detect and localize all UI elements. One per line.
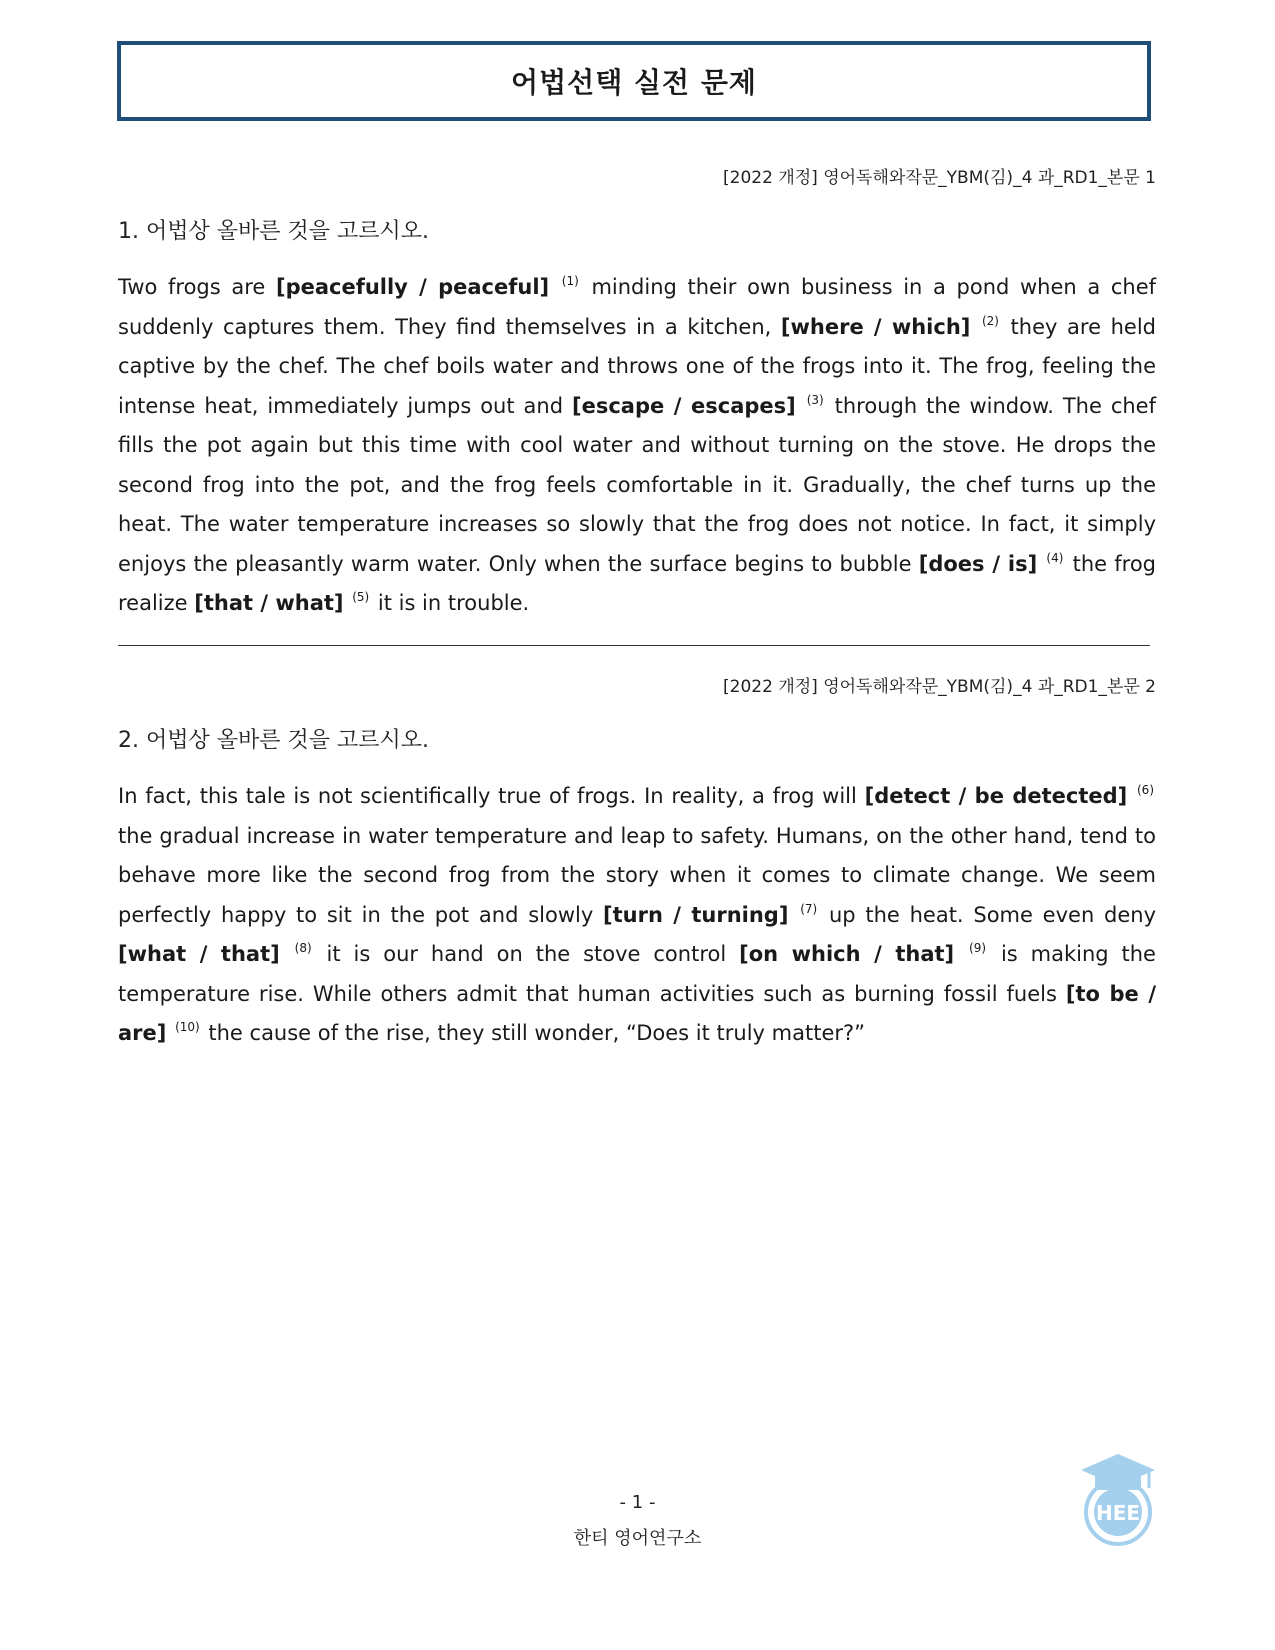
passage-text: it is in trouble. [371, 591, 530, 615]
question-number: (1) [561, 274, 579, 288]
page-title: 어법선택 실전 문제 [511, 66, 757, 99]
passage-text: the gradual increase in water temperature and leap to safety. Humans, on the other hand, tend to behave more like the second frog from the story when it comes to climate change. We seem perfectly happy to sit in the pot and slowly [118, 823, 1156, 927]
question-number: (6) [1137, 783, 1154, 797]
source-label-1: [2022 개정] 영어독해와작문_YBM(김)_4 과_RD1_본문 1 [723, 168, 1156, 188]
publisher-name: 한티 영어연구소 [573, 1528, 702, 1549]
question-number: (7) [800, 901, 818, 916]
graduation-cap-icon [1081, 1454, 1155, 1490]
question-number: (5) [352, 590, 370, 604]
passage-text: is making the temperature rise. While others admit that human activities such as burning fossil fuels [118, 942, 1156, 1006]
grammar-choice: [does / is] [918, 551, 1038, 576]
passage-text: up the heat. Some even deny [819, 902, 1157, 927]
question-number: (4) [1046, 550, 1064, 565]
question-number: (3) [806, 392, 824, 407]
question-number: (8) [294, 941, 312, 955]
grammar-choice: [escape / escapes] [571, 393, 796, 418]
question-2: 2. 어법상 올바른 것을 고르시오. [118, 728, 429, 753]
passage-text: Two frogs are [118, 275, 276, 299]
logo-text: HEE [1095, 1501, 1141, 1525]
grammar-choice: [detect / be detected] [864, 784, 1128, 808]
passage-text: minding their own business in a pond when a chef suddenly captures them. They find themselves in a kitchen, [118, 275, 1157, 339]
passage-text: they are held captive by the chef. The chef boils water and throws one of the frogs into it. The frog, feeling the intense heat, immediately jumps out and [118, 314, 1156, 418]
hee-logo [1077, 1452, 1159, 1546]
grammar-choice: [turn / turning] [603, 902, 789, 927]
page-number: - 1 - [619, 1492, 656, 1513]
question-number: (2) [981, 313, 999, 328]
question-1: 1. 어법상 올바른 것을 고르시오. [118, 219, 429, 244]
grammar-choice: [where / which] [780, 314, 971, 339]
question-number: (10) [175, 1020, 200, 1034]
grammar-choice: [that / what] [194, 591, 344, 615]
source-label-2: [2022 개정] 영어독해와작문_YBM(김)_4 과_RD1_본문 2 [723, 677, 1156, 697]
passage-2 [118, 777, 1156, 1054]
grammar-choice: [what / that] [118, 942, 280, 966]
grammar-choice: [peacefully / peaceful] [275, 275, 550, 299]
passage-text: through the window. The chef fills the pot again but this time with cool water and without turning on the stove. He drops the second frog into the pot, and the frog feels comfortable in it. Gradually, the chef turns up the heat. The water temperature increases so slowly that the frog does not notice. In fact, it simply enjoys the pleasantly warm water. Only when the surface begins to bubble [118, 393, 1156, 576]
question-number: (9) [969, 941, 987, 955]
grammar-choice: [to be / are] [118, 981, 1156, 1045]
passage-text: In fact, this tale is not scientifically true of frogs. In reality, a frog will [118, 784, 865, 808]
passage-1 [118, 268, 1156, 624]
section-divider [118, 645, 1150, 646]
passage-text: it is our hand on the stove control [313, 942, 740, 966]
passage-text: the frog realize [118, 551, 1156, 615]
passage-text: the cause of the rise, they still wonder, “Does it truly matter?” [201, 1021, 866, 1045]
grammar-choice: [on which / that] [739, 942, 955, 966]
title-box [117, 41, 1151, 121]
